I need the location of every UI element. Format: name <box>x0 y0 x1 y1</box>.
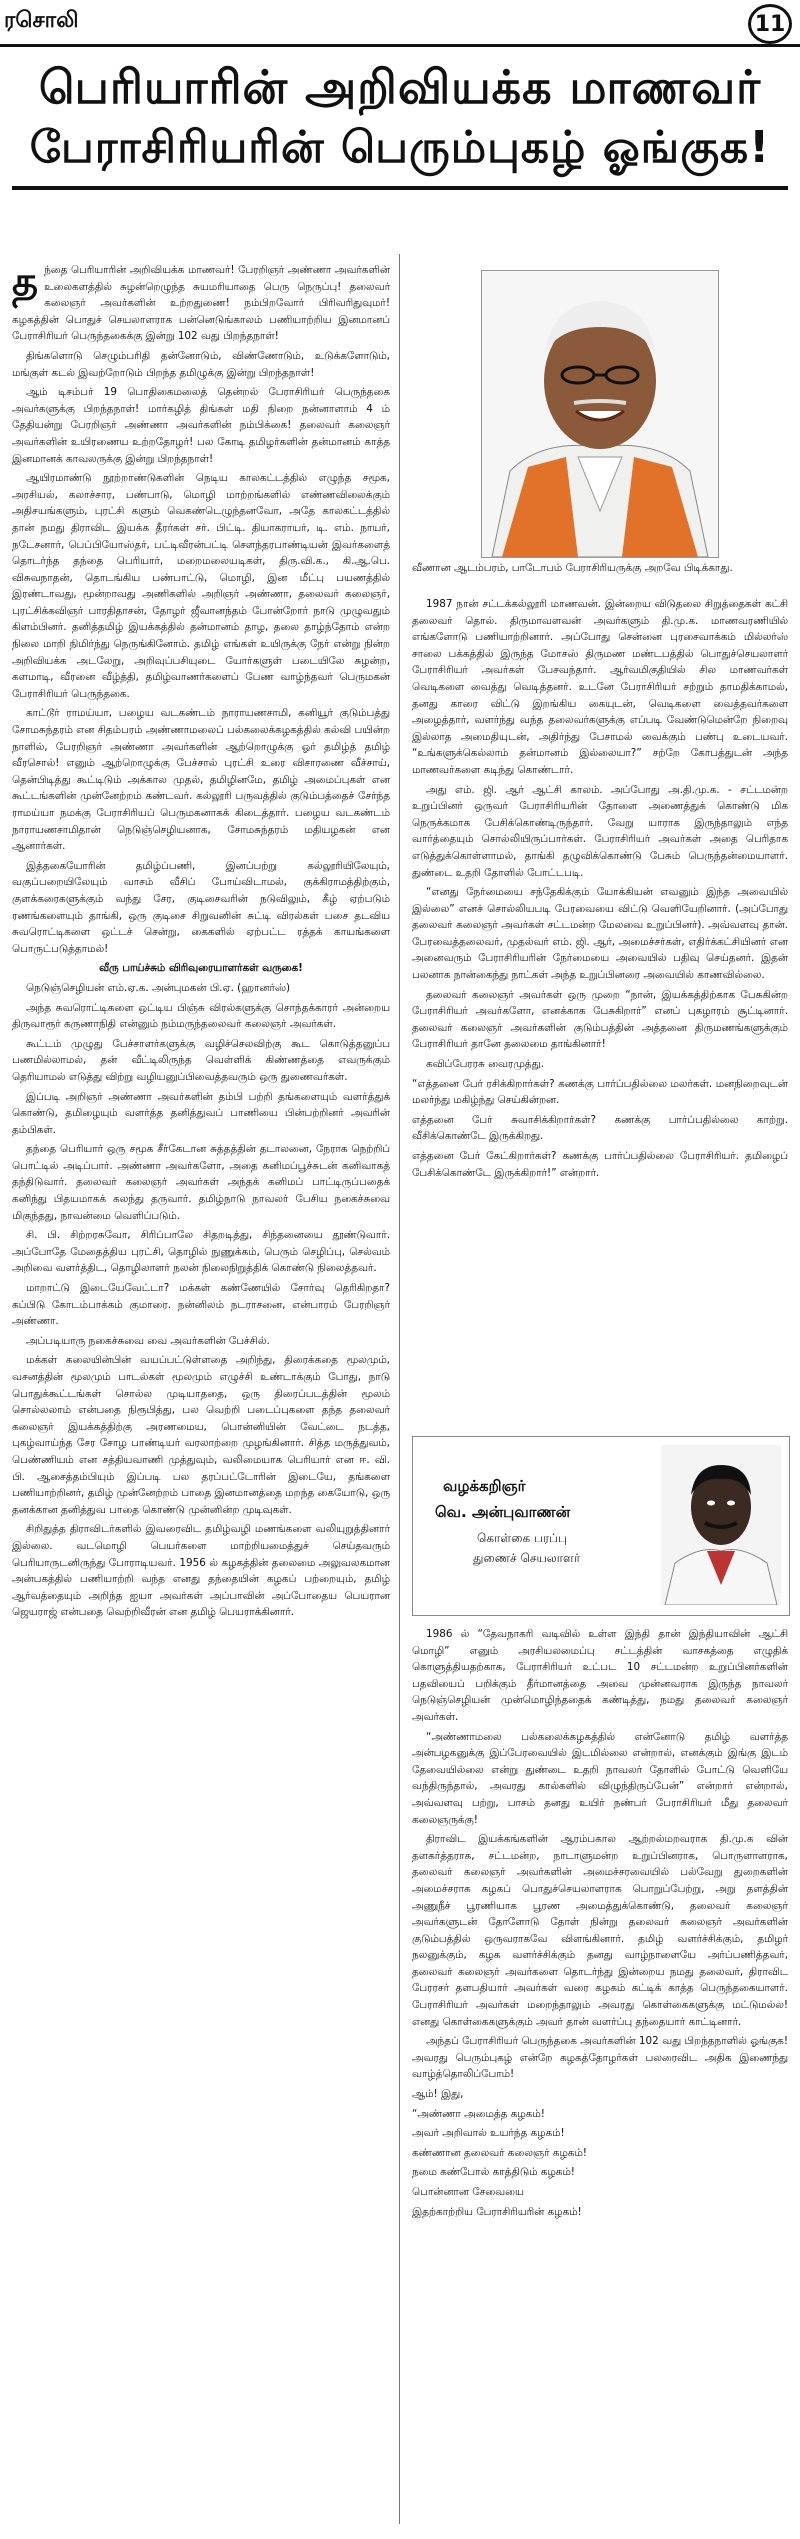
quote-line: எத்தனை பேர் கேட்கிறார்கள்? கணக்கு பார்ப்பதில்லை பேராசிரியர். தமிழைப் பேசிக்கொண்டே இருக்கிறார்!” என்றார். <box>412 1150 788 1179</box>
column-divider <box>399 254 400 2524</box>
photo-caption: வீணான ஆடம்பரம், பாடோபம் பேராசிரியருக்கு அறவே பிடிக்காது. <box>412 562 733 574</box>
author-box <box>412 1436 790 1616</box>
subheading: வீரு பாய்ச்சும் விரிவுரையாளர்கள் வருகை! <box>99 962 303 975</box>
article-paragraph: “அண்ணாமலை பல்கலைக்கழகத்தில் என்னோடு தமிழ் வளர்த்த அன்பழகனுக்கு இப்பேரவையில் இடமில்லை என்றால், எனக்கும் இங்கு இடம் தேவையில்லை என்று துண்டை உதறி நாவலர் தோளில் போட்டு வெளியே வந்திருந்தால், அவரது கால்களில் விழுந்திருப்பேன்” என்றார் என்றால், அவ்வளவு பற்று, பாசம் தனது உயிர் நண்பர் பேராசிரியர் மீது தலைவர் கலைஞருக்கு! <box>412 1730 788 1826</box>
author-name: வெ. அன்புவாணன் <box>435 1503 571 1521</box>
headline-line-2: பேராசிரியரின் பெரும்புகழ் ஓங்குக! <box>29 122 771 173</box>
article-paragraph: இத்தகையோரின் தமிழ்ப்பணி, இனப்பற்று கல்லூரியிலேயும், வகுப்பறையிலேயும் வாசம் வீசிப் போய்விடாமல், குக்கிராமத்திற்கும், குளக்கரைகளுக்கும் வந்து சேர, குடிசைவரின் நடுவிலும், கீழ் ஏற்படும் ரணங்களையும் தாங்கி, ஒரு குடிசை சிறுவனின் சுட்டி விரல்கள் பசை தடவிய சுவரொட்டிகளை ஒட்டச் சென்று, கைகளில் ஏற்பட்ட ரத்தக் காயங்களை பொருட்படுத்தாமல்! <box>12 859 390 955</box>
article-paragraph: சி. பி. சிற்றரசுவோ, சிரிப்பாலே சிதறடித்து, சிந்தனையை தூண்டுவார். அப்போதே மேதைத்திய புரட்சி, தொழில் நுணுக்கம், பெரும் செழிப்பு, செல்வம் அறிவை வளர்த்திட, தொழிலாளர் நலன் நிலைநிறுத்திக் கொண்டு நிலைத்தவர். <box>12 1229 390 1275</box>
closing-line: பொன்னான சேவையை <box>412 2186 524 2198</box>
closing-line: நமை கண்போல் காத்திடும் கழகம்! <box>412 2166 575 2179</box>
quote-line: எத்தனை பேர் சுவாசிக்கிறார்கள்? கணக்கு பார்ப்பதில்லை காற்று. வீசிக்கொண்டே இருக்கிறது. <box>412 1113 788 1143</box>
intro-paragraph <box>12 262 390 345</box>
article-paragraph: மக்கள் கலையின்பின் வயப்பட்டுள்ளதை அறிந்து, திரைக்கதை மூலமும், வசனத்தின் மூலமும் பாடல்கள் மூலமும் எழுச்சி உண்டாக்கும் போது, நாடு பொதுக்கூட்டங்கள் சொல்ல முடியாததை, ஒரு திரைப்படத்தின் மூலம் சொல்லலாம் என்பதை நிரூபித்து, பல வெற்றி படைப்புகளை தந்த தலைவர் கலைஞர் இயக்கத்திற்கு அரணமைய, பொன்னியின் வேட்டை நடத்த, புகழ்வாய்ந்த சேர சோழ பாண்டியர் வரலாற்றை முழங்கினார். சித்த மருத்துவம், பெண்ணியம் என சத்தியவாணி முத்துவும், வலிமையாக பெரியார் என ஈ. வி. பி. ஆசைத்தம்பியும் இப்படி பல தரப்பட்டோரின் இடையே, தங்களை பணியாற்றினர், தமிழ் முன்னேற்றம் பாதை இனமானத்தை மறந்த கையோடு, ஒரு தனக்கான தனித்துவ பாதை கொண்டு முன்னின்ற முடிவுகள். <box>12 1354 390 1516</box>
closing-line: இதற்காற்றிய பேராசிரியரின் கழகம்! <box>412 2205 582 2218</box>
portrait-photo <box>481 270 719 558</box>
article-paragraph: தந்தை பெரியார் ஒரு சமூக சீர்கேடான சுத்தத்தின் தடாலனை, நேராக நெற்றிப் பொட்டில் அடிப்பார். அண்ணா அவர்களோ, அதை கனிமப்பூச்சுடன் கனிவாகத் தந்திடுவார். தலைவர் கலைஞர் அவர்கள் அந்தக் கனிமப் பாட்டிருப்பதைக் கனிந்து பிதயமாகக் கலந்து தருவார். தமிழ்நாடு நாவலர் பேசிய நகைச்சுவை மிகுந்தது, நாவன்மை வெளிப்படும். <box>12 1143 390 1222</box>
closing-line: கண்ணான தலைவர் கலைஞர் கழகம்! <box>412 2146 587 2159</box>
paragraph-text: ந்தை பெரியாரின் அறிவியக்க மாணவர்! பேரறிஞர் அண்ணா அவர்களின் உலைகளத்தில் சுழன்றெழுந்த சுயமரியாதை பெரு நெருப்பு! தலைவர் கலைஞர் அவர்களின் உற்றதுணை! நம்பிறவோர் பிரிவரிதுவுமர்! கழகத்தின் பொதுச் செயலாளராக பன்னெடுங்காலம் பணியாற்றிய இனமானப் பேராசிரியர் பெருந்தகைக்கு இன்று 102 வது பிறந்தநாள்! <box>12 264 390 343</box>
author-photo <box>661 1445 781 1605</box>
article-paragraph: கவிப்பேரரசு வைரமுத்து. <box>426 1058 544 1071</box>
article-paragraph: காட்டூர் ராமய்யா, பழைய வடகண்டம் நாராயணசாமி, கனியூர் குடும்பத்து சோமசுந்தரம் என சிதம்பரம் அண்ணாமலைப் பல்கலைக்கழகத்தில் கல்வி பயின்ற நாளில், பேரறிஞர் அண்ணா அவர்களின் ஆற்றொழுக்கு ஓர் தமிழ்த் தமிழ் வீரசொல்! எனும் ஆற்றொழுக்கு பேச்சால் புரட்சி உரை விசாரணை வீச்சாய், தென்பிடித்து கூட்டிடும் அக்கால முதல், தமிழினமே, தமிழ் அமைப்புகள் என கூட்டங்களின் முன்னேற்றம் கண்டவர். கல்லூரி பருவத்தில் குடும்பத்தைச் சேர்ந்த ராமய்யா நமக்கு பேராசிரியப் பெருமகனாகக் கிடைத்தார். பழைய வடகண்டம் நாராயணசாமிதான் நெடுஞ்செழியனாக, சோமசுந்தரம் மதியழகன் என ஆனார்கள். <box>12 707 390 853</box>
headline <box>10 56 790 178</box>
article-paragraph: மாறாட்டு இடையேவேட்டா? மக்கள் கண்ணேயில் சோர்வு தெரிகிறதா? கப்பிடு கோடம்பாக்கம் குமாரை. நன்னிலம் நடராசனை, என்பாரம் பேரறிஞர் அண்ணா. <box>12 1282 390 1328</box>
article-paragraph: திராவிட இயக்கங்களின் ஆரம்பகால ஆற்றல்மறவராக தி.மு.க வின் தளகர்த்தராக, சட்டமன்ற, நாடாளுமன்ற உறுப்பினராக, பொருளாளராக, தலைவர் கலைஞர் அவர்களின் அமைச்சரவையில் பல்வேறு துறைகளின் அமைச்சராக கழகப் பொதுச்செயலாளராக பொறுப்பேற்று, அறு தளத்தின் அணுநீச் பூரணியாக பூரண அமைத்துக்கொண்டு, தலைவர் கலைஞர் அவர்களுடன் தோளோடு தோள் நின்று தலைவர் கலைஞர் அவர்களின் குடும்பத்தில் ஒருவராகவே விளங்கினார். தமிழ் வளர்ச்சிக்கும், தமிழர் நலனுக்கும், கழக வளர்ச்சிக்கும் தனது வாழ்நாளையே அர்ப்பணித்தவர், தலைவர் கலைஞர் அவர்களை தொடர்ந்து இன்றைய நமது தலைவர், திராவிட பேரரசர் தளபதியார் அவர்கள் வரை கழகம் கட்டிக் காத்த பெருந்தகையாளர். பேராசிரியர் அவர்கள் மறைந்தாலும் அவரது கொள்கைகளுக்கு மட்டுமல்ல! எனது கொள்கைகளுக்கும் அவர் தான் வளர்ப்பு தந்தையார் காட்டினார். <box>412 1833 788 2028</box>
article-paragraph: ஆயிரமாண்டு நூற்றாண்டுகளின் நெடிய காலகட்டத்தில் எழுந்த சமூக, அரசியல், கலாச்சார, பண்பாடு, மொழி மாற்றங்களில் எண்ணவிலைக்கும் அதிசயங்களும், புரட்சி களும் வெகண்டெழுந்தனவோ, அதே காலகட்டத்தில் தான் நமது திராவிட இயக்க தீரர்கள் சர். பிட்டி. தியாகராயர், டி. எம். நாயர், நடேசனார், பெப்பியோஸ்தர், பட்டிவீரன்பட்டி சௌந்தரபாண்டியன் இவர்களைத் தொடர்ந்த தந்தை பெரியார், மறைமலையடிகள், திரு.வி.க., கி.ஆ.பெ. விசுவநாதன், தொடங்கிய பண்பாட்டு, மொழி, இன மீட்பு பயணத்தில் இரண்டாவது, மூன்றாவது அணிகளில் அறிஞர் அண்ணா, தலைவர் கலைஞர், புரட்சிக்கவிஞர் பாரதிதாசன், தோழர் ஜீவானந்தம் போன்றோர் நாடு முழுவதும் கிளம்பினர். தனித்தமிழ் இயக்கத்தில் தன்மானம் தாழ, தலை தாழ்ந்தோம் என்ற நிலை மாறி நிமிர்ந்து நெருங்கினோம். தமிழ் எங்கள் உயிருக்கு நேர் என்று நின்ற அறிவியக்க அடலேறு, அறிவுப்பசியுடை யோர்களுள் படையிலே சுழன்ற, களமாடி, வீரனை வீழ்த்தி, தமிழ்வாணர்களைப் பேண வாழ்ந்தவர் பெருமகன் பேராசிரியர் பெருந்தகை. <box>12 472 390 700</box>
right-column-upper <box>412 596 788 1430</box>
headline-line-1: பெரியாரின் அறிவியக்க மாணவர் <box>38 60 762 114</box>
article-paragraph: ஆம் டிசம்பர் 19 பொதிகைமலைத் தென்றல் பேராசிரியர் பெருந்தகை அவர்களுக்கு பிறந்தநாள்! மார்கழித் திங்கள் மதி நிறை நன்னாளாம் 4 ம் தேதியன்று பேரறிஞர் அண்ணா அவர்களின் நம்பிக்கை! தலைவர் கலைஞர் அவர்களின் உயிரணைய உற்றதோழர்! பல கோடி தமிழர்களின் தன்மானம் காத்த இனமானக் காவலருக்கு இன்று பிறந்தநாள்! <box>12 386 390 465</box>
headline-rule <box>12 186 788 190</box>
closing-line: “அண்ணா அமைத்த கழகம்! <box>412 2107 545 2120</box>
publication-name: ரசொலி <box>4 8 79 33</box>
author-prefix: வழக்கறிஞர் <box>443 1477 526 1495</box>
author-illustration <box>661 1445 781 1605</box>
article-paragraph: திங்களொடு செழும்பரிதி தன்னோடும், விண்ணோடும், உடுக்களோடும், மங்குள் கடல் இவற்றோடும் பிறந்த தமிழுக்கு இன்று பிறந்தநாள்! <box>12 349 390 379</box>
article-paragraph: அது எம். ஜி. ஆர் ஆட்சி காலம். அப்போது அ.தி.மு.க. - சட்டமன்ற உறுப்பினர் ஒருவர் பேராசிரியரின் தோளை அணைத்துக் கொண்டு மிக நெருக்கமாக பேசிக்கொண்டிருந்தார். வேறு யாராக இருந்தாலும் எந்த வார்த்தையும் சொல்லியிருப்பார்கள். பேராசிரியர் அவர்கள் அதை பெரிதாக எடுத்துக்கொள்ளாமல், தாங்கி தழுவிக்கொண்டு பேசும் பெருந்தன்மையாளர். துண்டை உதறி தோளில் போட்டபடி. <box>412 783 788 879</box>
page-number: 11 <box>748 4 792 44</box>
article-paragraph: சிறிதுத்த திராவிடர்களில் இவரைவிட தமிழ்வழி மணங்களை வலியுறுத்தினார் இல்லை. வடமொழி பெயர்களை மாற்றியமைத்துச் செய்தவரும் பெரியாருடனிருந்து போராடியவர். 1956 ல் கழகத்தின் தலைமை அலுவலகமான அன்பகத்தில் பணியாற்றி வந்த எனது தந்தையின் கழகப் பற்றையும், தமிழ் ஆர்வத்தையும் அறிந்த ஐயா அவர்கள் அப்பாவின் அப்போதைய பெயரான ஜெயராஜ் என்பதை வெற்றிவீரன் என தமிழ் பெயராக்கினார். <box>12 1523 390 1619</box>
article-paragraph: அப்படியாரு நகைச்சுவை வை அவர்களின் பேச்சில். <box>26 1334 270 1347</box>
quote-line: “எத்தனை பேர் ரசிக்கிறார்கள்? கணக்கு பார்ப்பதில்லை மலர்கள். மனநிறைவுடன் மலர்ந்து மகிழ்ந்து செய்கின்றன. <box>412 1077 788 1107</box>
portrait-illustration <box>482 271 718 557</box>
article-paragraph: அந்த சுவரொட்டிகளை ஒட்டிய பிஞ்சு விரல்களுக்கு சொந்தக்காரர் அன்றைய திருவாரூர் கருணாநிதி என்னும் நம்மருந்தலைவர் கலைஞர் அவர்கள். <box>12 1001 390 1031</box>
closing-line: ஆம்! இது, <box>412 2088 464 2101</box>
right-column-lower <box>412 1626 788 2524</box>
article-paragraph: கூட்டம் முழுது பேச்சாளர்களுக்கு வழிச்செலவிற்கு கூட கொடுத்தனுப்ப பணமில்லாமல், தன் வீட்டிலிருந்த வெள்ளிக் கிண்ணத்தை எவருக்கும் தெரியாமல் எடுத்து விற்று வழியனுப்பிவைத்தவரும் ஒரு துணைவர்கள். <box>12 1037 390 1083</box>
page-header <box>0 0 800 47</box>
author-role-2: துணைச் செயலாளர் <box>473 1551 581 1565</box>
article-paragraph: 1987 நான் சட்டக்கல்லூரி மாணவன். இன்றைய விடுதலை சிறுத்தைகள் கட்சி தலைவர் தொல். திருமாவளவன் அவர்களும் தி.மு.க. மாணவரணியில் எங்களோடு பணியாற்றினார். அப்போது சென்னை புரசைவாக்கம் மில்லர்ஸ் சாலை பக்கத்தில் இருந்த மோசஸ் திருமண மண்டபத்தில் பொதுச்செயலாளர் பேராசிரியர் அவர்கள் பேசவந்தார். ஆர்வமிகுதியில் சில மாணவர்கள் வெடிகளை வைத்து வெடித்தனர். உடனே பேராசிரியர் சற்றும் தாமதிக்காமல், தனது காரை விட்டு இறங்கிய கையுடன், வெடிகளை வைத்தவர்களை அழைத்தார், வளர்ந்து வந்த தலைவர்களுக்கு எப்படி வேண்டுமென்றே நிறைவு இல்லாத அமைதியுடன், அதிர்ந்து பேசாமல் வைக்கும் பண்பு உடையவர். “உங்களுக்கெல்லாம் தன்மானம் இல்லையா?” சற்றே கோபத்துடன் அந்த மாணவர்களை கடிந்து கொண்டார். <box>412 598 788 776</box>
article-paragraph: அந்தப் பேராசிரியர் பெருந்தகை அவர்களின் 102 வது பிறந்தநாளில் ஓங்குக! அவரது பெரும்புகழ் என்றே கழகத்தோழர்கள் பலரைவிட அதிக இணைந்து வாழ்த்தொலிப்போம்! <box>412 2035 788 2081</box>
article-paragraph: தலைவர் கலைஞர் அவர்கள் ஒரு முறை “நான், இயக்கத்திற்காக பேசுகின்ற பேராசிரியர் அவர்களோ, எனக்காக பேசுகிறார்” எனப் புகழாரம் சூட்டினார். தலைவர் கலைஞர் அவர்களின் குடும்பத்தின் அத்தனை திருமணங்களுக்கும் பேராசிரியர் தானே தலைமை தாங்கினார்! <box>412 988 788 1051</box>
drop-cap: த <box>12 262 39 305</box>
closing-line: அவர் அறிவால் உயர்ந்த கழகம்! <box>412 2127 565 2140</box>
author-role-1: கொள்கை பரப்பு <box>477 1531 567 1545</box>
left-column <box>12 262 390 2532</box>
article-paragraph: இப்படி அறிஞர் அண்ணா அவர்களின் தம்பி பற்றி தங்களையும் வளர்த்துக் கொண்டு, தமிழையும் வளர்த்த தனித்துவப் பாணியை பின்பற்றினர் அவரின் தம்பிகள். <box>12 1090 390 1136</box>
article-paragraph: நெடுஞ்செழியன் எம்.ஏ.க. அன்புமகன் பி.ஏ. (ஹானர்ஸ்) <box>26 981 291 994</box>
article-paragraph: “எனது நேர்மையை சந்தேகிக்கும் யோக்கியன் எவனும் இந்த அவையில் இல்லை” எனச் சொல்லியபடி பேரவையை விட்டு வெளியேறினார். (அப்போது தலைவர் கலைஞர் அவர்கள் சட்டமன்ற மேலவை உறுப்பினர்). அவ்வளவு தான். பேரவைத்தலைவர், முதல்வர் எம். ஜி. ஆர், அமைச்சர்கள், எதிர்க்கட்சியினர் என அனைவரும் பேராசிரியரின் நேர்மையை அவையில் பதிவு செய்தனர். இதன் பலனாக நான்கைந்து நாட்கள் அந்த உறுப்பினரை அவையில் காணவில்லை. <box>412 886 788 982</box>
article-paragraph: 1986 ல் “தேவநாகரி வடிவில் உள்ள இந்தி தான் இந்தியாவின் ஆட்சி மொழி” எனும் அரசியலமைப்பு சட்டத்தின் வாசகத்தை எழுதிக் கொளுத்தியதற்காக, பேராசிரியர் உட்பட 10 சட்டமன்ற உறுப்பினர்களின் பதவியைப் பறிக்கும் தீர்மானத்தை அவை முன்னவராக இருந்த நாவலர் நெடுஞ்செழியன் முன்மொழிந்ததைக் கண்டித்து, நமது தலைவர் கலைஞர் அவர்கள். <box>412 1628 788 1723</box>
